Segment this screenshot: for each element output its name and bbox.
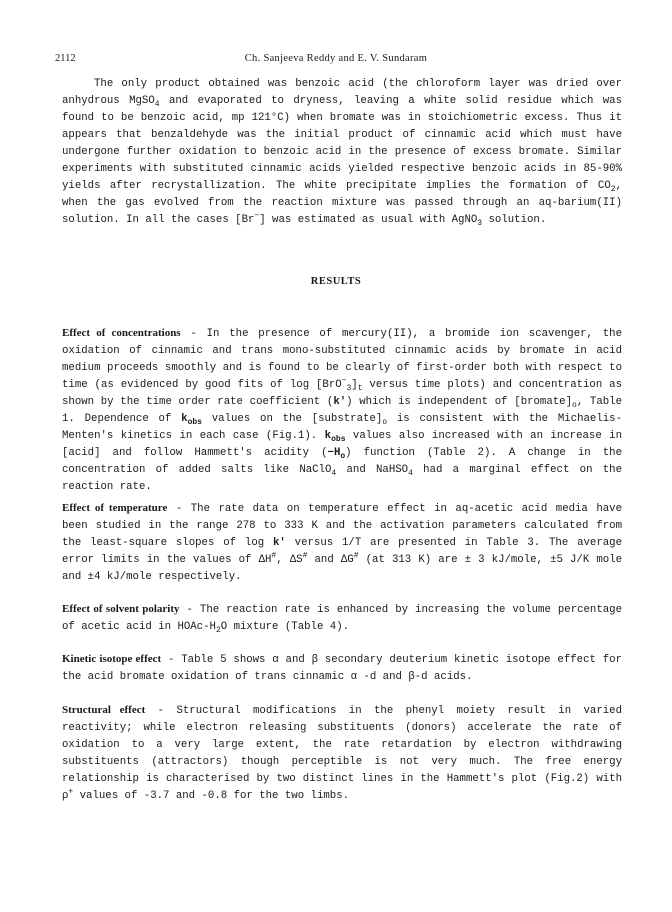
text-run: versus time plots) and concentration as shown by the time order rate coefficient ( — [62, 379, 622, 408]
superscript: # — [353, 551, 359, 561]
page-number: 2112 — [55, 53, 76, 64]
superscript: # — [302, 551, 308, 561]
symbol-k-obs: k — [324, 430, 332, 442]
text-run: ) function (Table 2). A change in the concentration of added salts like NaClO — [62, 447, 622, 476]
subscript: 4 — [331, 469, 337, 479]
run-in-heading: Effect of solvent polarity — [62, 603, 180, 615]
subscript: 4 — [408, 469, 413, 479]
text-run: solution. — [482, 214, 547, 226]
text-run: (at 313 K) are ± 3 kJ/mole, ±5 J/K mole and ±4 kJ/mole respectively. — [62, 554, 623, 583]
run-in-heading: Kinetic isotope effect — [62, 653, 162, 665]
subscript: obs — [187, 418, 202, 428]
superscript: # — [271, 551, 277, 561]
run-in-heading: Effect of temperature — [62, 502, 168, 514]
text-run: - In the presence of mercury(II), a bromide ion scavenger, the oxidation of cinnamic and trans mono-substituted cinnamic acids by bromate in acid medium proceeds smoothly and is found to be clearly of first-order both with respect to time (as evidenced by good fits of log [BrO — [62, 328, 622, 391]
symbol-k-prime: k' — [333, 396, 347, 408]
text-run: had a marginal effect on the reaction rate. — [62, 464, 622, 493]
subscript: 2 — [215, 626, 221, 636]
subscript: 2 — [610, 185, 616, 195]
text-run: values also increased with an increase in [acid] and follow Hammett's acidity ( — [62, 430, 623, 459]
subscript: o — [382, 418, 388, 428]
text-run: is consistent with the Michaelis-Menten's kinetics in each case (Fig.1). — [62, 413, 622, 442]
symbol-h0: −H — [327, 447, 341, 459]
symbol-k-obs: k — [181, 413, 188, 425]
subscript: t — [357, 384, 363, 394]
superscript: − — [341, 376, 347, 386]
text-run: - Table 5 shows α and β secondary deuterium kinetic isotope effect for the acid bromate oxidation of trans cinnamic α -d and β-d acids. — [62, 654, 622, 683]
page-header — [55, 53, 617, 69]
text-run: O mixture (Table 4). — [220, 621, 350, 633]
subscript: 3 — [477, 219, 483, 229]
text-run: and NaHSO — [336, 464, 409, 476]
text-run: and evaporated to dryness, leaving a white solid residue which was found to be benzoic acid, mp 121°C) when bromate was in stoichiometric excess. Thus it appears that benzaldehyde was the initial product of cinnamic acid which must have undergone further oxidation to benzoic acid in the presence of excess bromate. Similar experiments with substituted cinnamic acids yielded respective benzoic acids in 85-90% yields after recrystallization. The white precipitate implies the formation of CO — [62, 95, 622, 192]
text-run: , ΔS — [276, 554, 303, 566]
subscript: obs — [331, 435, 346, 445]
superscript: − — [254, 211, 260, 221]
subscript: o — [340, 452, 346, 462]
text-run: , when the gas evolved from the reaction mixture was passed through an aq-barium(II) solution. In all the cases [Br — [62, 180, 622, 226]
text-run: values of -3.7 and -0.8 for the two limbs. — [73, 790, 350, 802]
text-run: values on the [substrate] — [201, 413, 383, 425]
paragraph-effect-of-solvent-polarity — [62, 601, 622, 636]
subscript: 3 — [346, 384, 352, 394]
run-in-heading: Effect of concentrations — [62, 327, 181, 339]
symbol-k-prime: k' — [273, 537, 286, 549]
text-run: , Table 1. Dependence of — [62, 396, 622, 425]
text-run: ) which is independent of [bromate] — [346, 396, 572, 408]
paragraph-effect-of-temperature — [62, 500, 622, 586]
text-run: ] was estimated as usual with AgNO — [259, 214, 478, 226]
text-run: The only product obtained was benzoic acid (the chloroform layer was dried over anhydrous MgSO — [62, 78, 622, 107]
section-heading-results: RESULTS — [310, 276, 362, 287]
running-head: Ch. Sanjeeva Reddy and E. V. Sundaram — [244, 53, 428, 64]
paragraph-product-analysis — [62, 76, 622, 229]
subscript: o — [572, 401, 577, 411]
text-run: - Structural modifications in the phenyl moiety result in varied reactivity; while electron releasing substituents (donors) accelerate the rate of oxidation to a very large extent, the rate retardation by electron withdrawing substituents (attractors) though perceptible is not very much. The free energy relationship is characterised by two distinct lines in the Hammett's plot (Fig.2) with ρ — [62, 705, 622, 802]
text-run: ] — [351, 379, 358, 391]
subscript: 4 — [154, 100, 160, 110]
paragraph-kinetic-isotope-effect — [62, 651, 622, 686]
text-run: - The rate data on temperature effect in aq-acetic acid media have been studied in the range 278 to 333 K and the activation parameters calculated from the least-square slopes of log — [62, 503, 622, 549]
paragraph-structural-effect — [62, 702, 622, 805]
text-run: versus 1/T are presented in Table 3. The average error limits in the values of ΔH — [62, 537, 622, 566]
paragraph-effect-of-concentrations — [62, 325, 622, 496]
superscript: + — [68, 787, 74, 797]
text-run: and ΔG — [307, 554, 354, 566]
run-in-heading: Structural effect — [62, 704, 146, 716]
text-run: - The reaction rate is enhanced by increasing the volume percentage of acetic acid in HOAc-H — [62, 604, 622, 633]
